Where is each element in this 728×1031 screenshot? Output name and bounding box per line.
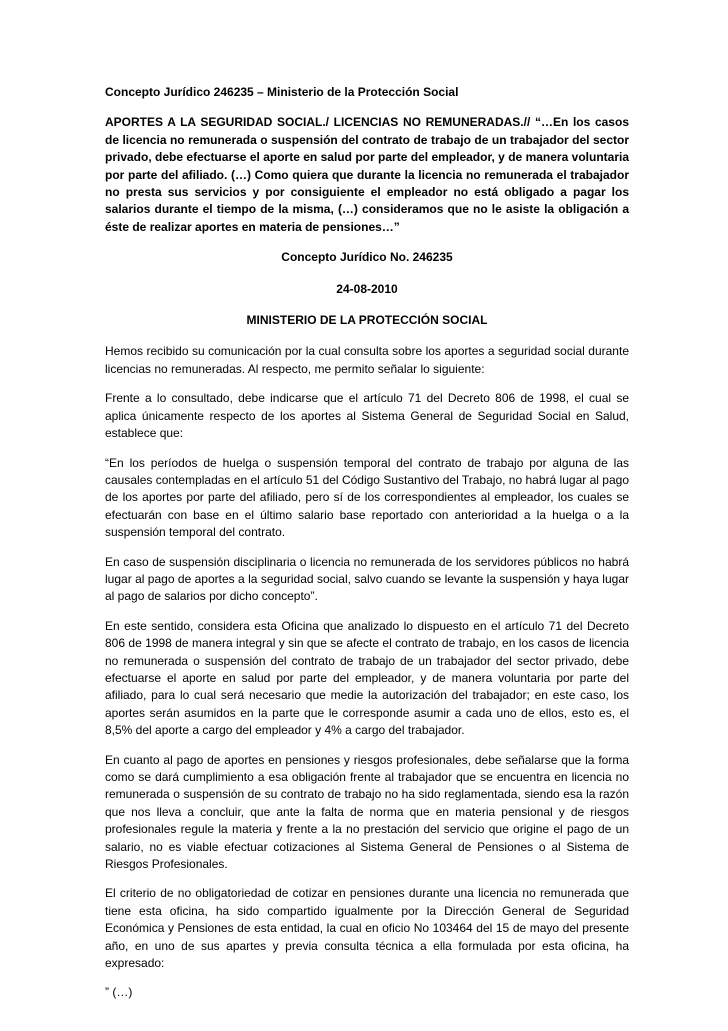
document-header-line: Concepto Jurídico 246235 – Ministerio de la Protección Social — [105, 85, 459, 99]
document-summary: APORTES A LA SEGURIDAD SOCIAL./ LICENCIAS NO REMUNERADAS.// “…En los casos de licencia no remunerada o suspensión del contrato de trabajo de un trabajador del sector privado, debe efectuarse el aporte en salud por parte del empleador, y de manera voluntaria por parte del afiliado. (…) Como quiera que durante la licencia no remunerada el trabajador no presta sus servicios y por consiguiente el empleador no está obligado a pagar los salarios durante el tiempo de la misma, (…) consideramos que no le asiste la obligación a éste de realizar aportes en materia de pensiones…” — [105, 115, 629, 234]
body-paragraph: Hemos recibido su comunicación por la cual consulta sobre los aportes a seguridad social durante licencias no remuneradas. Al respecto, me permito señalar lo siguiente: — [105, 344, 629, 376]
concept-number-heading: Concepto Jurídico No. 246235 — [281, 250, 453, 265]
body-paragraph: En este sentido, considera esta Oficina que analizado lo dispuesto en el artículo 71 del Decreto 806 de 1998 de manera integral y sin que se afecte el contrato de trabajo, en los casos de licencia no remunerada o suspensión del contrato de trabajo de un trabajador del sector privado, debe efectuarse el aporte en salud por parte del empleador, y de manera voluntaria por parte del afiliado, para lo cual será necesario que medie la autorización del trabajador; en este caso, los aportes serán asumidos en la parte que le corresponde asumir a cada uno de ellos, esto es, el 8,5% del aporte a cargo del empleador y 4% a cargo del trabajador. — [105, 618, 629, 738]
body-paragraph: Frente a lo consultado, debe indicarse que el artículo 71 del Decreto 806 de 1998, el cual se aplica únicamente respecto de los aportes al Sistema General de Seguridad Social en Salud, establece que: — [105, 391, 629, 441]
quote-ellipsis: ” (…) — [105, 985, 133, 1000]
body-paragraph: En cuanto al pago de aportes en pensiones y riesgos profesionales, debe señalarse que la forma como se dará cumplimiento a esa obligación frente al trabajador que se encuentra en licencia no remunerada o suspensión de su contrato de trabajo no ha sido reglamentada, siendo esa la razón que nos lleva a concluir, que ante la falta de norma que en materia pensional y de riesgos profesionales regule la materia y frente a la no prestación del servicio que origine el pago de un salario, no es viable efectuar cotizaciones al Sistema General de Pensiones o al Sistema de Riesgos Profesionales. — [105, 752, 629, 872]
quoted-paragraph: En caso de suspensión disciplinaria o licencia no remunerada de los servidores públicos no habrá lugar al pago de aportes a la seguridad social, salvo cuando se levante la suspensión y haya lugar al pago de salarios por dicho concepto”. — [105, 554, 629, 604]
ministry-heading: MINISTERIO DE LA PROTECCIÓN SOCIAL — [246, 313, 488, 328]
document-page — [105, 84, 629, 1014]
quoted-paragraph: “En los períodos de huelga o suspensión temporal del contrato de trabajo por alguna de las causales contempladas en el artículo 51 del Código Sustantivo del Trabajo, no habrá lugar al pago de los aportes por parte del afiliado, pero sí de los correspondientes al empleador, los cuales se efectuarán con base en el último salario base reportado con anterioridad a la huelga o a la suspensión temporal del contrato. — [105, 455, 629, 540]
date-heading: 24-08-2010 — [336, 281, 398, 296]
body-paragraph: El criterio de no obligatoriedad de cotizar en pensiones durante una licencia no remunerada que tiene esta oficina, ha sido compartido igualmente por la Dirección General de Seguridad Económica y Pensiones de esta entidad, la cual en oficio No 103464 del 15 de mayo del presente año, en uno de sus apartes y previa consulta técnica a ella formulada por esta oficina, ha expresado: — [105, 886, 629, 971]
